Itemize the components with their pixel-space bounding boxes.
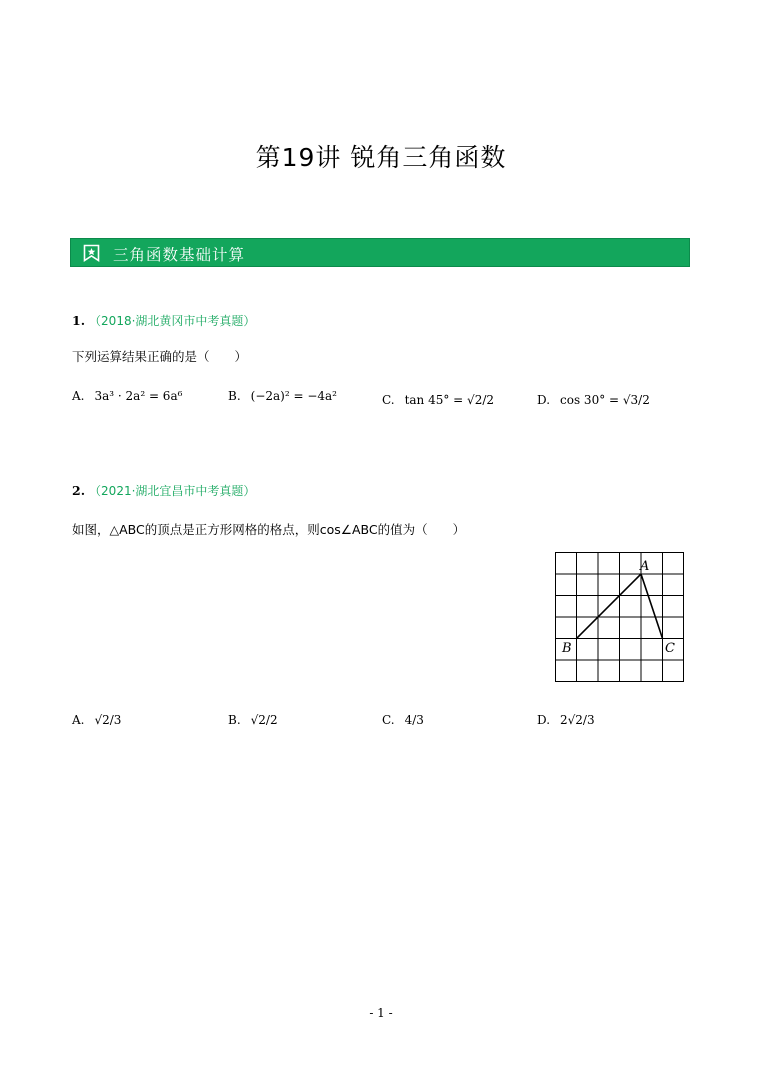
option-content: 2√2/3 <box>560 713 595 727</box>
q1-option-c[interactable] <box>382 393 494 407</box>
option-content: tan 45° = √2/2 <box>404 393 495 407</box>
question-number: 2. <box>72 483 86 498</box>
question-2-stem: 如图，△ABC的顶点是正方形网格的格点，则cos∠ABC的值为（ ） <box>72 522 466 537</box>
label-c: C <box>665 641 675 656</box>
q2-option-c[interactable] <box>382 713 424 727</box>
option-content: √2/3 <box>94 713 122 727</box>
q2-option-b[interactable] <box>228 713 278 727</box>
option-content: 4/3 <box>404 713 424 727</box>
q1-option-a[interactable] <box>72 389 182 403</box>
question-1-stem: 下列运算结果正确的是（ ） <box>72 349 248 364</box>
bookmark-star-icon <box>83 244 100 262</box>
option-label: C. <box>382 713 395 727</box>
option-content: cos 30° = √3/2 <box>560 393 650 407</box>
option-content: 3a³ · 2a² = 6a⁶ <box>94 389 183 403</box>
q1-option-b[interactable] <box>228 389 337 403</box>
q1-option-d[interactable] <box>537 393 650 407</box>
option-label: D. <box>537 713 551 727</box>
option-label: A. <box>72 713 85 727</box>
q2-option-d[interactable] <box>537 713 595 727</box>
question-source: （2021·湖北宜昌市中考真题） <box>89 484 256 498</box>
option-content: (−2a)² = −4a² <box>250 389 337 403</box>
option-label: A. <box>72 389 85 403</box>
label-a: A <box>640 559 650 574</box>
option-label: B. <box>228 713 241 727</box>
option-label: B. <box>228 389 241 403</box>
q2-option-a[interactable] <box>72 713 121 727</box>
option-label: C. <box>382 393 395 407</box>
page-title: 第19讲 锐角三角函数 <box>255 143 507 172</box>
label-b: B <box>562 641 572 656</box>
question-number: 1. <box>72 313 86 328</box>
section-banner <box>70 238 690 267</box>
option-label: D. <box>537 393 551 407</box>
question-source: （2018·湖北黄冈市中考真题） <box>89 314 256 328</box>
question-2-header <box>72 482 255 499</box>
section-title: 三角函数基础计算 <box>113 246 246 264</box>
grid-triangle-figure <box>555 552 685 683</box>
option-content: √2/2 <box>250 713 278 727</box>
page-number: - 1 - <box>369 1006 393 1020</box>
question-1-header <box>72 312 255 329</box>
